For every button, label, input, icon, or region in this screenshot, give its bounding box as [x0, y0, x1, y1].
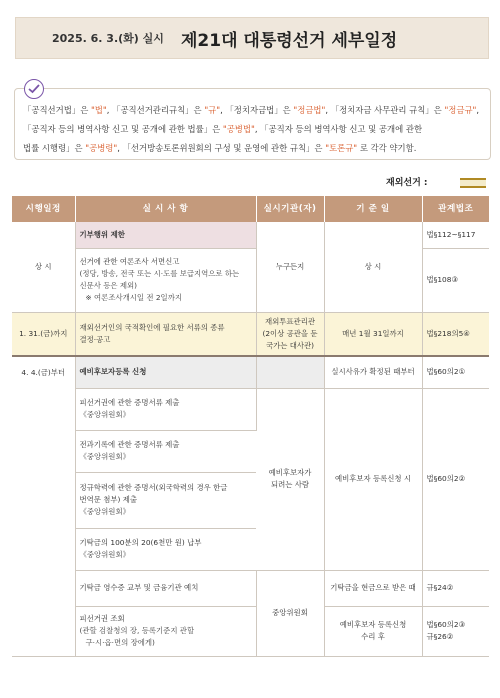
- legend-label: 재외선거 :: [386, 178, 428, 188]
- abbreviation-notice: [14, 88, 491, 160]
- row-basis: 기탁금을 현금으로 받은 때: [324, 570, 422, 606]
- row-item: 선거에 관한 여론조사 서면신고 (정당, 방송, 전국 또는 시·도를 보급지역으로 하는 신문사 등은 제외) ※ 여론조사개시일 전 2일까지: [75, 248, 256, 312]
- header-agency: 실시기관(자): [256, 196, 324, 222]
- row-basis: 실시사유가 확정된 때부터: [324, 356, 422, 388]
- table-row: [12, 570, 489, 606]
- title-bar: [15, 17, 489, 59]
- row-date: 상 시: [12, 222, 75, 312]
- row-item: 정규학력에 관한 증명서(외국학력의 경우 한글 번역문 첨부) 제출 《중앙위원회》: [75, 472, 256, 528]
- overseas-election-swatch: [460, 178, 486, 188]
- row-law: 법§108③: [422, 248, 489, 312]
- check-icon: [24, 79, 44, 99]
- row-item: 기탁금의 100분의 20(6천만 원) 납부 《중앙위원회》: [75, 528, 256, 570]
- row-basis: 예비후보자 등록신청 시: [324, 388, 422, 570]
- row-law: 법§218의5④: [422, 312, 489, 356]
- row-agency: [256, 356, 324, 388]
- row-date: 1. 31.(금)까지: [12, 312, 75, 356]
- row-law: 법§60의2①: [422, 356, 489, 388]
- table-row: [12, 312, 489, 356]
- row-date: 4. 4.(금)부터: [12, 356, 75, 656]
- row-item: 예비후보자등록 신청: [75, 356, 256, 388]
- row-agency: 예비후보자가 되려는 사람: [256, 388, 324, 570]
- row-agency: 중앙위원회: [256, 570, 324, 656]
- row-basis: 매년 1월 31일까지: [324, 312, 422, 356]
- row-basis: 상 시: [324, 222, 422, 312]
- header-date: 시행일정: [12, 196, 75, 222]
- table-row: [12, 222, 489, 248]
- row-basis: 예비후보자 등록신청 수리 후: [324, 606, 422, 656]
- row-item: 재외선거인의 국적확인에 필요한 서류의 종류 결정·공고: [75, 312, 256, 356]
- row-law: 법§60의2②: [422, 388, 489, 570]
- header-law: 관계법조: [422, 196, 489, 222]
- schedule-table: [12, 196, 489, 657]
- row-item: 피선거권 조회 (관할 검찰청의 장, 등록기준지 관할 구·시·읍·면의 장에게): [75, 606, 256, 656]
- header-basis: 기 준 일: [324, 196, 422, 222]
- row-law: 법§112~§117: [422, 222, 489, 248]
- row-item: 전과기록에 관한 증명서류 제출 《중앙위원회》: [75, 430, 256, 472]
- page-title: 제21대 대통령선거 세부일정: [181, 31, 398, 51]
- row-item: 피선거권에 관한 증명서류 제출 《중앙위원회》: [75, 388, 256, 430]
- table-row: [12, 356, 489, 388]
- row-agency: 재외투표관리관 (2이상 공관을 둔 국가는 대사관): [256, 312, 324, 356]
- row-item: 기부행위 제한: [75, 222, 256, 248]
- table-row: [12, 606, 489, 656]
- table-header: [12, 196, 489, 222]
- header-item: 실 시 사 항: [75, 196, 256, 222]
- table-row: [12, 388, 489, 430]
- row-law: 법§60의2③ 규§26②: [422, 606, 489, 656]
- row-agency: 누구든지: [256, 222, 324, 312]
- row-law: 규§24②: [422, 570, 489, 606]
- election-date: 2025. 6. 3.(화) 실시: [52, 32, 164, 45]
- row-item: 기탁금 영수증 교부 및 금융기관 예치: [75, 570, 256, 606]
- notice-text: 「공직선거법」은 "법", 「공직선거관리규칙」은 "규", 「정치자금법」은 "정금법", 「정치자금 사무관리 규칙」은 "정금규", 「공직자 등의 병역사항 신고 및 공개에 관한 법률」은 "공병법", 「공직자 등의 병역사항 신고 및 공개에 관한 법률 시행령」은 "공병령", 「선거방송토론위원회의 구성 및 운영에 관한 규칙」은 "토론규" 로 각각 약기함.: [23, 105, 480, 153]
